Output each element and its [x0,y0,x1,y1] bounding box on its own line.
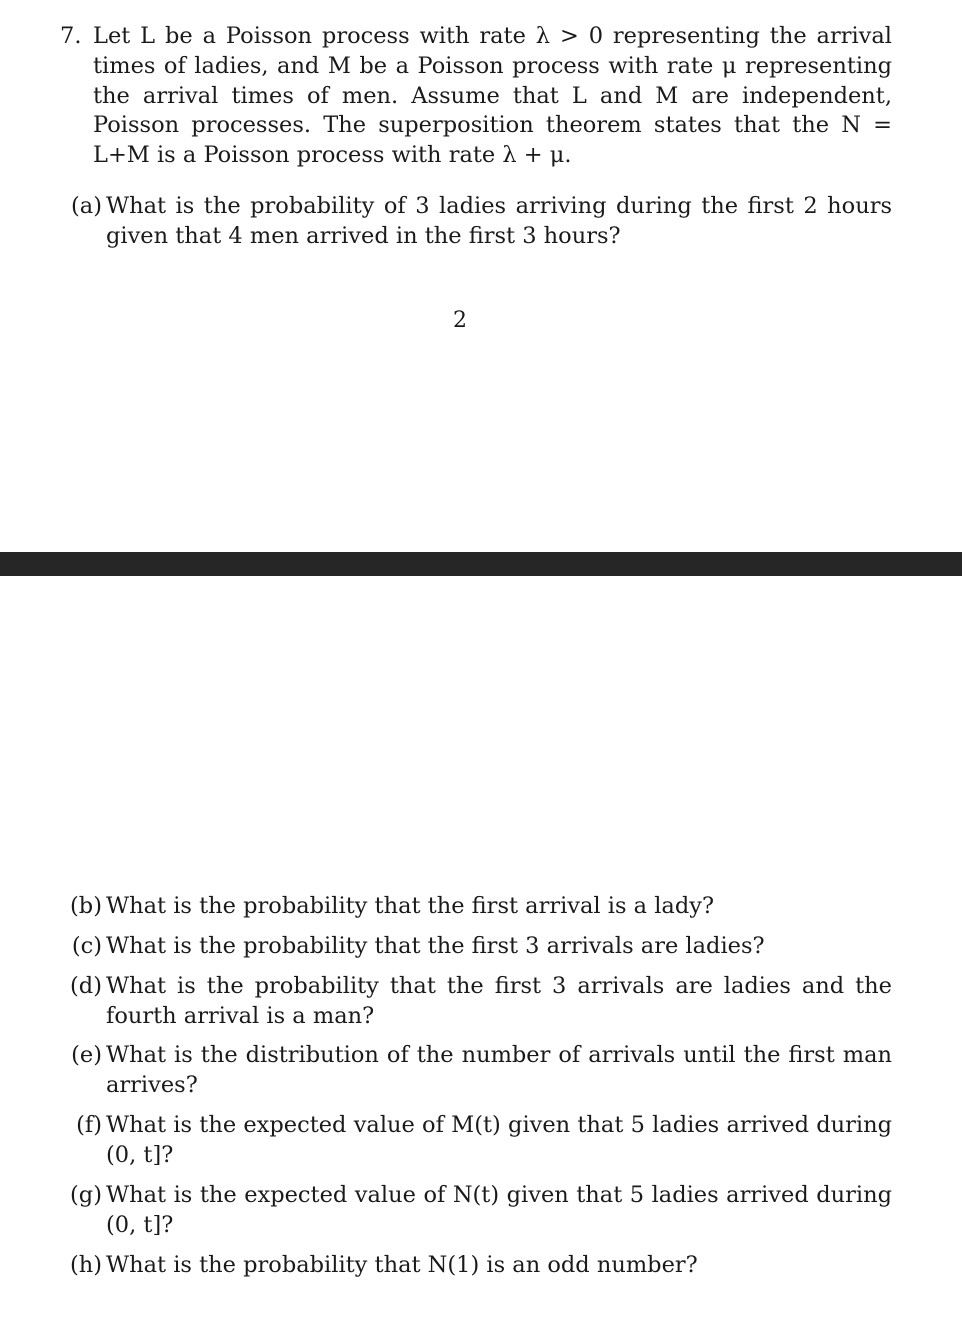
part-g-label: (g) [70,1182,102,1208]
part-a-text: What is the probability of 3 ladies arriving during the first 2 hours given that 4 men arrived in the first 3 hours? [106,193,892,249]
part-h-text: What is the probability that N(1) is an odd number? [106,1252,698,1278]
part-d-label: (d) [70,973,102,999]
problem-text: Let L be a Poisson process with rate λ > 0 representing the arrival times of ladies, and M be a Poisson process with rate μ representing the arrival times of men. Assume that L and M are independent, Poisson processes. The superposition theorem states that the N = L+M is a Poisson process with rate λ + μ. [93,23,892,169]
part-g [60,1181,892,1241]
part-b-label: (b) [70,893,102,919]
page-divider [0,552,962,576]
part-g-text: What is the expected value of N(t) given that 5 ladies arrived during (0, t]? [106,1182,892,1238]
part-c-label: (c) [71,933,102,959]
part-e-label: (e) [71,1042,102,1068]
part-b-text: What is the probability that the first arrival is a lady? [106,893,715,919]
part-a-label: (a) [71,193,102,219]
problem-number: 7. [60,23,82,49]
problem-statement [60,22,892,171]
part-h [60,1251,892,1281]
part-c [60,932,892,962]
part-b [60,892,892,922]
part-e [60,1041,892,1101]
part-f-label: (f) [76,1112,102,1138]
part-h-label: (h) [69,1252,102,1278]
part-d [60,972,892,1032]
part-d-text: What is the probability that the first 3 arrivals are ladies and the fourth arrival is a man? [106,973,892,1029]
part-e-text: What is the distribution of the number of arrivals until the first man arrives? [106,1042,892,1098]
page-number: 2 [453,308,467,333]
part-f [60,1111,892,1171]
part-a [60,192,892,252]
part-f-text: What is the expected value of M(t) given that 5 ladies arrived during (0, t]? [106,1112,892,1168]
part-c-text: What is the probability that the first 3 arrivals are ladies? [106,933,765,959]
